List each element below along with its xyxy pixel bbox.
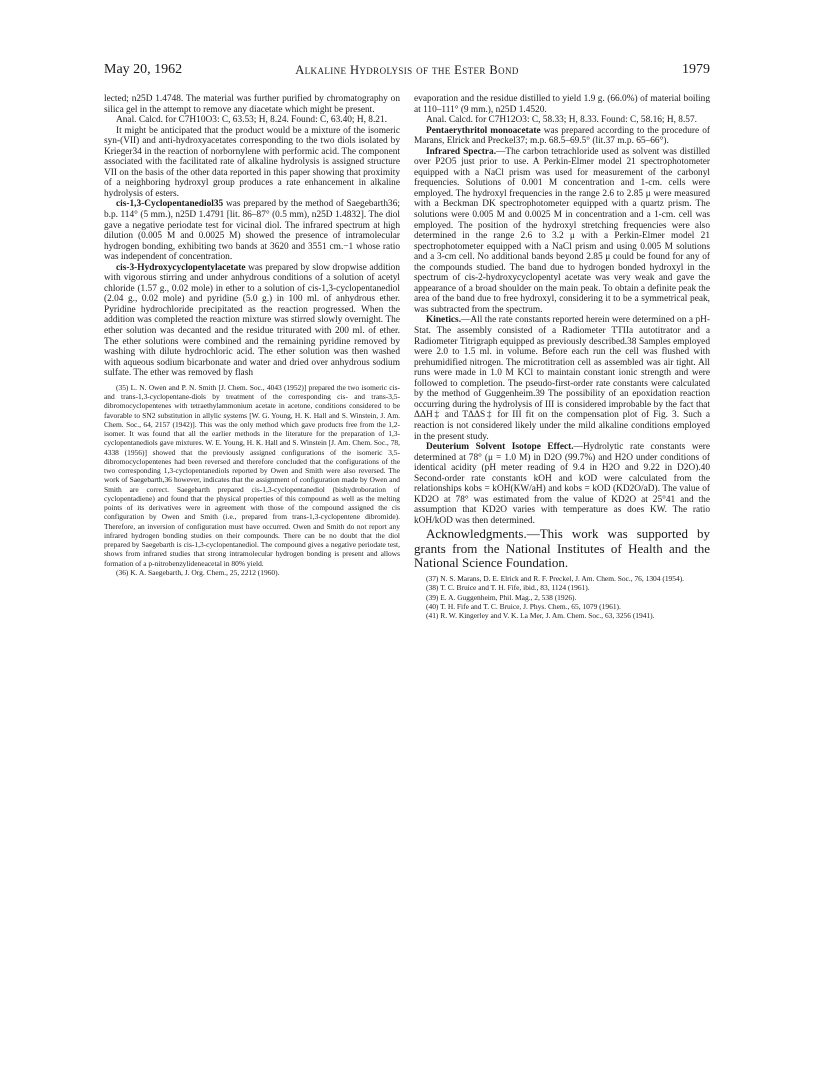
- paragraph-text: was prepared by the method of Saegebarth36; b.p. 114° (5 mm.), n25D 1.4791 [lit. 86–87° (0.5 mm), n25D 1.4832]. The diol gave a negative periodate test for vicinal diol. The infrared spectrum at high dilution (0.005 M and 0.0025 M) showed the presence of intramolecular hydrogen bonding, exhibiting two bands at 3620 and 3551 cm.−1 whose ratio was independent of concentration.: [104, 199, 400, 263]
- reference-item: (40) T. H. Fife and T. C. Bruice, J. Phys. Chem., 65, 1079 (1961).: [426, 601, 621, 611]
- footnotes: [104, 383, 400, 577]
- issue-date: May 20, 1962: [104, 62, 183, 77]
- right-column: [414, 94, 710, 620]
- section-title: Deuterium Solvent Isotope Effect.: [426, 442, 574, 453]
- section-title: cis-1,3-Cyclopentanediol35: [116, 199, 224, 210]
- analysis-line: Anal. Calcd. for C7H12O3: C, 58.33; H, 8.33. Found: C, 58.16; H, 8.57.: [426, 115, 697, 126]
- paragraph-text: —The carbon tetrachloride used as solvent was distilled over P2O5 just prior to use. A Perkin-Elmer model 21 spectrophotometer equipped with a NaCl prism was used for measurement of the carbonyl frequencies. Solutions of 0.001 M concentration and 1-cm. cells were employed. The hydroxyl frequencies in the range 2.6 to 2.85 μ were measured with a Beckman DK spectrophotometer equipped with a quartz prism. The solutions were 0.005 M and 0.0025 M in concentration and a 1-cm. cell was employed. The position of the hydroxyl stretching frequencies were also determined in the range 2.6 to 3.2 μ with a Perkin-Elmer model 21 spectrophotometer equipped with a NaCl prism and using 0.005 M solutions and a 3-cm cell. No additional bands beyond 2.85 μ could be found for any of the compounds studied. The band due to hydrogen bonded hydroxyl in the spectrum of cis-2-hydroxycyclopentyl acetate was very weak and gave the appearance of a broad shoulder on the main peak. To obtain a definite peak the area of the band due to free hydroxyl, considering it to be a symmetrical peak, was subtracted from the spectrum.: [414, 146, 710, 315]
- reference-item: (37) N. S. Marans, D. E. Elrick and R. F. Preckel, J. Am. Chem. Soc., 76, 1304 (1954).: [426, 574, 685, 584]
- reference-item: (38) T. C. Bruice and T. H. Fife, ibid., 83, 1124 (1961).: [426, 583, 590, 593]
- section-title: Infrared Spectra.: [426, 146, 497, 157]
- section-title: Kinetics.: [426, 315, 462, 326]
- footnote: (35) L. N. Owen and P. N. Smith [J. Chem. Soc., 4043 (1952)] prepared the two isomeric cis- and trans-1,3-cyclopentane-diols by treatment of the corresponding cis- and trans-3,5-dibromocyclopentenes with tetraethylammonium acetate in acetone, conditions considered to be favorable to SN2 substitution in allylic systems [W. G. Young, H. K. Hall and S. Winstein, J. Am. Chem. Soc., 64, 2157 (1942)]. This was the only method which gave products free from the 1,2-isomer. It was found that all the earlier methods in the literature for the preparation of 1,3-cyclopentanediols gave mixtures. W. E. Young, H. K. Hall and S. Winstein [J. Am. Chem. Soc., 78, 4338 (1956)] showed that the previously assigned configurations of the isomeric 3,5-dibromocyclopentenes had been reversed and therefore concluded that the configurations of the two corresponding 1,3-cyclopentanediols reported by Owen and Smith were also reversed. The work of Saegebarth,36 however, indicates that the assignment of configuration made by Owen and Smith are correct. Saegebarth prepared cis-1,3-cyclopentanediol (bishydroboration of cyclopentadiene) and found that the physical properties of this compound as well as the melting points of its derivatives were in agreement with those of the compound assigned the cis configuration by Owen and Smith (i.e., prepared from trans-1,3-cyclopentene dibromide). Therefore, an inversion of configuration must have occurred. Owen and Smith do not report any infrared hydrogen bonding studies on their compounds. There can be no doubt that the diol prepared by Saegebarth is cis-1,3-cyclopentanediol. The compound gives a negative periodate test, shows from infrared studies that strong intramolecular hydrogen bonding is present and allows formation of a p-nitrobenzylideneacetal in 80% yield.: [104, 382, 400, 568]
- paragraph: [414, 147, 710, 316]
- paragraph: It might be anticipated that the product would be a mixture of the isomeric syn-(VII) and anti-hydroxyacetates corresponding to the two diols isolated by Krieger34 in the reaction of norbornylene with performic acid. The component associated with the facilitated rate of alkaline hydrolysis is assigned structure VII on the basis of the other data reported in this paper showing that proximity of a neighboring hydroxyl group produces a rate enhancement in alkaline hydrolysis of esters.: [104, 125, 400, 199]
- left-column: [104, 94, 400, 577]
- page-number: 1979: [682, 62, 710, 77]
- footnote: (36) K. A. Saegebarth, J. Org. Chem., 25, 2212 (1960).: [116, 567, 280, 577]
- running-title: Alkaline Hydrolysis of the Ester Bond: [295, 63, 519, 77]
- page-header: [104, 62, 710, 84]
- paragraph-text: —Hydrolytic rate constants were determined at 78° (μ = 1.0 M) in D2O (99.7%) and H2O under conditions of identical acidity (pH meter reading of 9.4 in H2O and 9.22 in D2O).40 Second-order rate constants kOH and kOD were calculated from the relationships kobs = kOH(KW/aH) and kobs = kOD (KD2O/aD). The value of KD2O at 78° was estimated from the value of KD2O at 25°41 and the assumption that KD2O varies with temperature as does KW. The ratio kOH/kOD was then determined.: [414, 442, 710, 526]
- paragraph: lected; n25D 1.4748. The material was further purified by chromatography on silica gel in the attempt to remove any diacetate which might be present.: [104, 94, 400, 115]
- section-title: Pentaerythritol monoacetate: [426, 125, 541, 136]
- paragraph: [104, 199, 400, 262]
- acknowledgments: Acknowledgments.—This work was supported by grants from the National Institutes of Health and the National Science Foundation.: [414, 526, 710, 570]
- references: [414, 574, 710, 620]
- paragraph-text: was prepared by slow dropwise addition with vigorous stirring and under anhydrous conditions of a solution of acetyl chloride (1.57 g., 0.02 mole) in ether to a solution of cis-1,3-cyclopentanediol (2.04 g., 0.02 mole) and pyridine (5.0 g.) in 100 ml. of anhydrous ether. Pyridine hydrochloride precipitated as the reaction progressed. When the addition was completed the reaction mixture was stirred slowly overnight. The ether solution was decanted and the residue triturated with 200 ml. of ether. The ether solutions were combined and the remaining pyridine removed by washing with dilute hydrochloric acid. The ether solution was then washed with aqueous sodium bicarbonate and water and dried over anhydrous sodium sulfate. The ether was removed by flash: [104, 262, 400, 379]
- paragraph-text: was prepared according to the procedure of Marans, Elrick and Preckel37; m.p. 68.5–69.5° (lit.37 m.p. 65–66°).: [414, 125, 710, 147]
- paragraph: [414, 126, 710, 147]
- reference-item: (41) R. W. Kingerley and V. K. La Mer, J. Am. Chem. Soc., 63, 3256 (1941).: [426, 611, 655, 621]
- paragraph: evaporation and the residue distilled to yield 1.9 g. (66.0%) of material boiling at 110–111° (9 mm.), n25D 1.4520.: [414, 94, 710, 115]
- paragraph-text: —All the rate constants reported herein were determined on a pH-Stat. The assembly consisted of a Radiometer TTIIa autotitrator and a Radiometer Titrigraph equipped as previously described.38 Samples employed were 2.0 to 1.5 ml. in volume. Before each run the cell was flushed with prehumidified nitrogen. The microtitration cell as assembled was air tight. All runs were made in 1.0 M KCl to maintain constant ionic strength and were followed to completion. The pseudo-first-order rate constants were calculated by the method of Guggenheim.39 The possibility of an epoxidation reaction occurring during the hydrolysis of III is considered improbable by the fact that ΔΔH‡ and TΔΔS‡ for III fit on the compensation plot of Fig. 3. Such a reaction is not considered likely under the mild alkaline conditions employed in the present study.: [414, 315, 710, 442]
- paragraph: [414, 442, 710, 526]
- analysis-line: Anal. Calcd. for C7H10O3: C, 63.53; H, 8.24. Found: C, 63.40; H, 8.21.: [116, 115, 387, 126]
- section-title: cis-3-Hydroxycyclopentylacetate: [116, 262, 246, 273]
- paragraph: [414, 315, 710, 442]
- paragraph: [104, 263, 400, 379]
- reference-item: (39) E. A. Guggenheim, Phil. Mag., 2, 538 (1926).: [426, 592, 577, 602]
